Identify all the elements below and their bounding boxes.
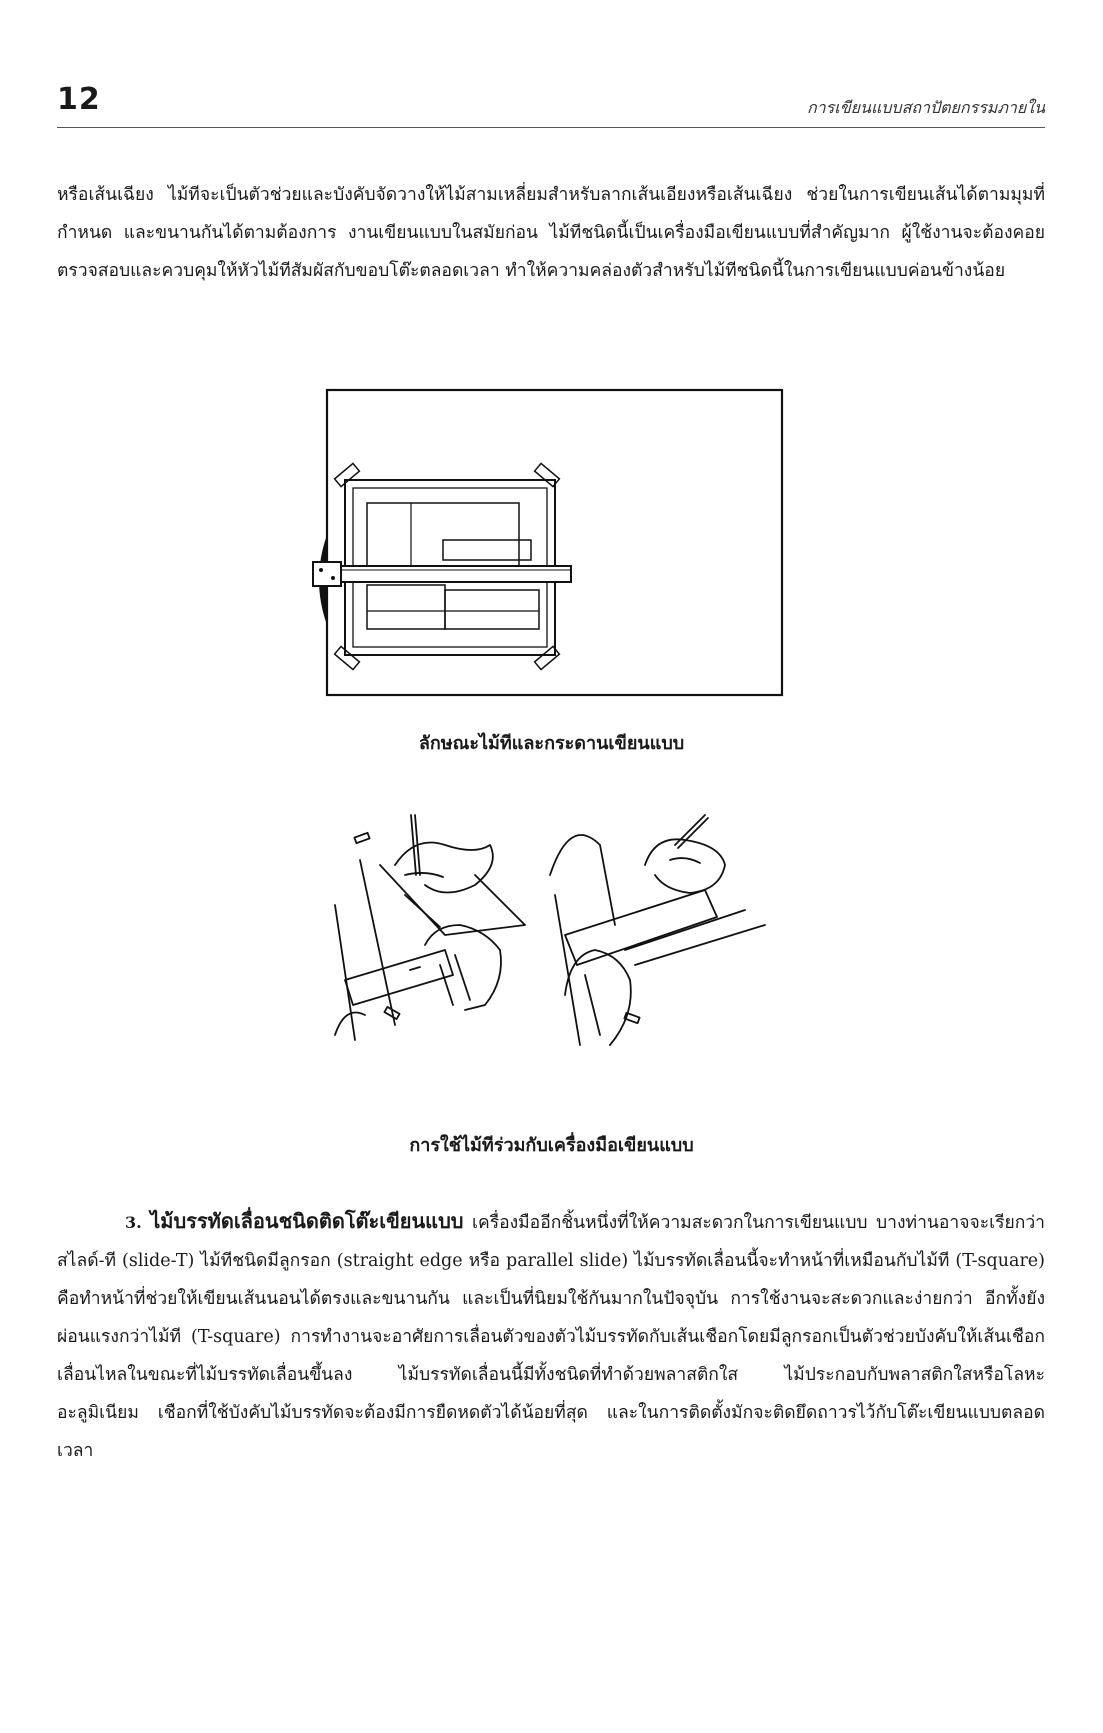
- hands-drawing-illustration: [325, 805, 775, 1060]
- paragraph-1: หรือเส้นเฉียง ไม้ทีจะเป็นตัวช่วยและบังคับจัดวางให้ไม้สามเหลี่ยมสำหรับลากเส้นเอียงหรือเส้นเฉียง ช่วยในการเขียนเส้นได้ตามมุมที่กำหนด และขนานกันได้ตามต้องการ งานเขียนแบบในสมัยก่อน ไม้ทีชนิดนี้เป็นเครื่องมือเขียนแบบที่สำคัญมาก ผู้ใช้งานจะต้องคอยตรวจสอบและควบคุมให้หัวไม้ทีสัมผัสกับขอบโต๊ะตลอดเวลา ทำให้ความคล่องตัวสำหรับไม้ทีชนิดนี้ในการเขียนแบบค่อนข้างน้อย: [57, 185, 1045, 281]
- section-3-title: ไม้บรรทัดเลื่อนชนิดติดโต๊ะเขียนแบบ: [150, 1209, 464, 1233]
- section-3-number: 3.: [125, 1213, 142, 1232]
- page-number: 12: [57, 82, 101, 117]
- figure-2-caption: การใช้ไม้ทีร่วมกับเครื่องมือเขียนแบบ: [409, 1135, 694, 1156]
- section-3-paragraph: [57, 1202, 1045, 1470]
- figure-hands-drawing: [325, 805, 775, 1060]
- section-3-text: เครื่องมืออีกชิ้นหนึ่งที่ให้ความสะดวกในการเขียนแบบ บางท่านอาจจะเรียกว่าสไลด์-ที (slide-T) ไม้ทีชนิดมีลูกรอก (straight edge หรือ parallel slide) ไม้บรรทัดเลื่อนนี้จะทำหน้าที่เหมือนกับไม้ที (T-square) คือทำหน้าที่ช่วยให้เขียนเส้นนอนได้ตรงและขนานกัน และเป็นที่นิยมใช้กันมากในปัจจุบัน การใช้งานจะสะดวกและง่ายกว่า อีกทั้งยังผ่อนแรงกว่าไม้ที (T-square) การทำงานจะอาศัยการเลื่อนตัวของตัวไม้บรรทัดกับเส้นเชือกโดยมีลูกรอกเป็นตัวช่วยบังคับให้เส้นเชือกเลื่อนไหลในขณะที่ไม้บรรทัดเลื่อนขึ้นลง ไม้บรรทัดเลื่อนนี้มีทั้งชนิดที่ทำด้วยพลาสติกใส ไม้ประกอบกับพลาสติกใสหรือโลหะอะลูมิเนียม เชือกที่ใช้บังคับไม้บรรทัดจะต้องมีการยืดหดตัวได้น้อยที่สุด และในการติดตั้งมักจะติดยึดถาวรไว้กับโต๊ะเขียนแบบตลอดเวลา: [57, 1213, 1045, 1461]
- figure-1-caption: ลักษณะไม้ทีและกระดานเขียนแบบ: [418, 733, 685, 754]
- figure-drawing-board: [305, 385, 785, 710]
- drawing-board-illustration: [305, 385, 785, 710]
- running-title: การเขียนแบบสถาปัตยกรรมภายใน: [806, 98, 1045, 117]
- header-rule: [57, 127, 1045, 128]
